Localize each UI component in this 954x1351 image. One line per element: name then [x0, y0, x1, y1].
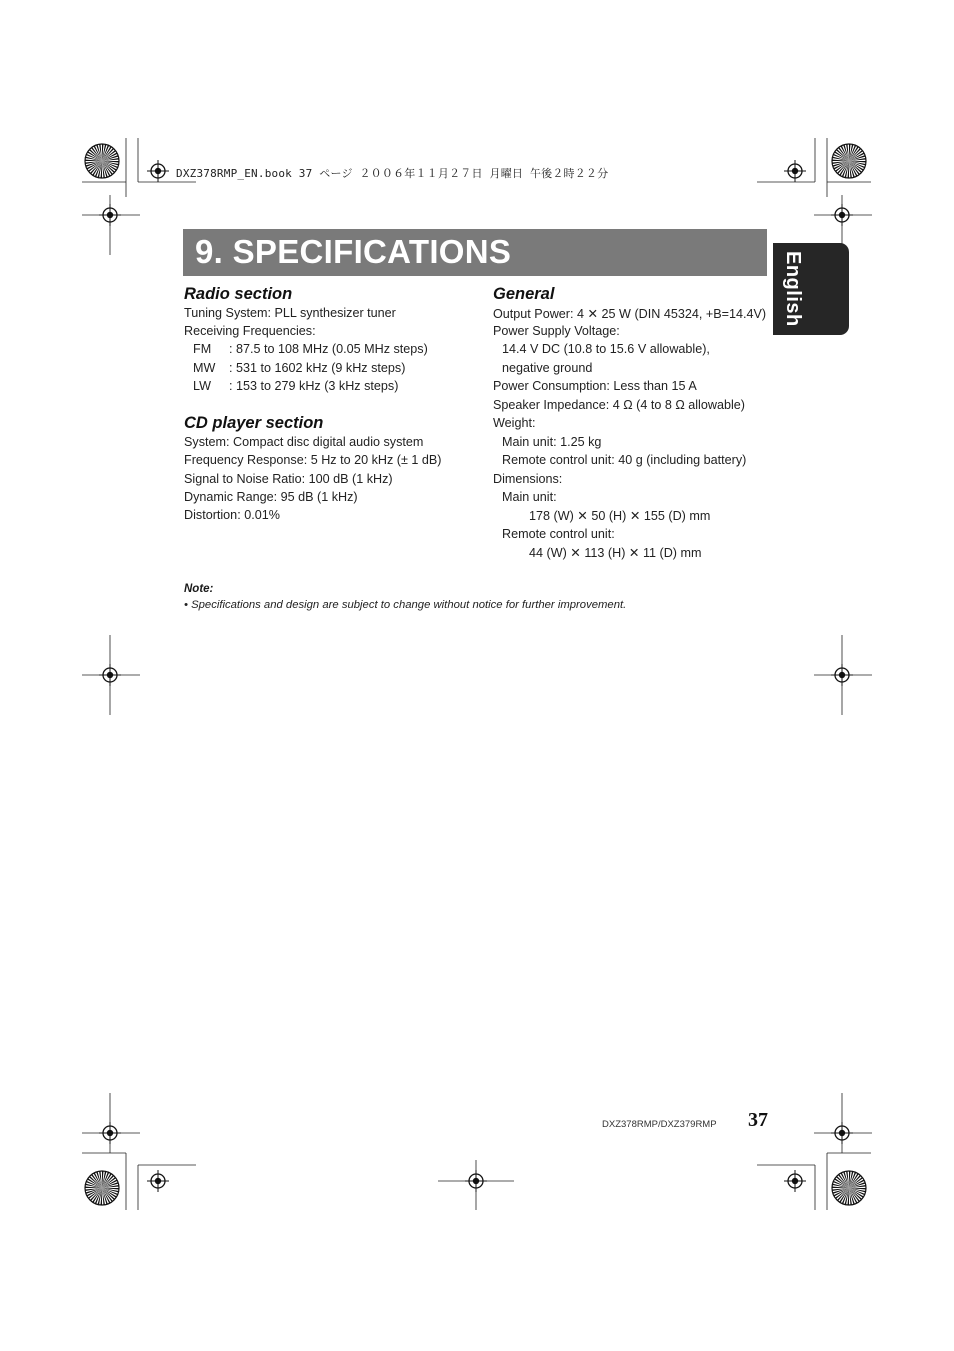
power-supply-voltage: Power Supply Voltage:: [493, 324, 620, 338]
cd-frequency-response: Frequency Response: 5 Hz to 20 kHz (± 1 dB): [184, 453, 442, 467]
starburst-circle-icon: [832, 144, 866, 178]
page-title: 9. SPECIFICATIONS: [195, 233, 512, 270]
dim-remote-value: 44 (W) ✕ 113 (H) ✕ 11 (D) mm: [529, 546, 702, 560]
language-tab: [773, 243, 849, 335]
starburst-circle-icon: [85, 1171, 119, 1205]
ground-type: negative ground: [502, 361, 593, 375]
tuning-system: Tuning System: PLL synthesizer tuner: [184, 306, 396, 320]
dim-main-label: Main unit:: [502, 490, 557, 504]
band-range: : 531 to 1602 kHz (9 kHz steps): [229, 361, 406, 375]
dimensions-label: Dimensions:: [493, 472, 563, 486]
note-text: • Specifications and design are subject to change without notice for further improvement.: [184, 599, 627, 611]
weight-remote-unit: Remote control unit: 40 g (including battery): [502, 453, 747, 467]
band-label: MW: [193, 361, 216, 375]
cd-signal-to-noise: Signal to Noise Ratio: 100 dB (1 kHz): [184, 472, 393, 486]
language-tab-label: English: [782, 251, 804, 327]
band-range: : 153 to 279 kHz (3 kHz steps): [229, 379, 399, 393]
speaker-impedance: Speaker Impedance: 4 Ω (4 to 8 Ω allowable): [493, 398, 745, 412]
cd-system: System: Compact disc digital audio system: [184, 435, 424, 449]
page-title-bar: [183, 229, 767, 276]
cd-distortion: Distortion: 0.01%: [184, 508, 280, 522]
printer-info-line: DXZ378RMP_EN.book 37 ページ ２００６年１１月２７日 月曜日 午後２時２２分: [176, 167, 609, 180]
receiving-frequencies: Receiving Frequencies:: [184, 324, 316, 338]
dim-main-value: 178 (W) ✕ 50 (H) ✕ 155 (D) mm: [529, 509, 711, 523]
voltage-value: 14.4 V DC (10.8 to 15.6 V allowable),: [502, 342, 710, 356]
power-consumption: Power Consumption: Less than 15 A: [493, 379, 697, 393]
radio-section-heading: Radio section: [184, 285, 293, 303]
starburst-circle-icon: [832, 1171, 866, 1205]
dim-remote-label: Remote control unit:: [502, 527, 615, 541]
cd-section-heading: CD player section: [184, 414, 324, 432]
page-number: 37: [748, 1109, 768, 1131]
weight-main-unit: Main unit: 1.25 kg: [502, 435, 602, 449]
general-section-heading: General: [493, 285, 555, 303]
note-title: Note:: [184, 583, 214, 595]
weight-label: Weight:: [493, 416, 536, 430]
model-number: DXZ378RMP/DXZ379RMP: [602, 1119, 717, 1130]
cd-dynamic-range: Dynamic Range: 95 dB (1 kHz): [184, 490, 358, 504]
output-power: Output Power: 4 ✕ 25 W (DIN 45324, +B=14.4V): [493, 307, 767, 321]
band-label: LW: [193, 379, 211, 393]
band-label: FM: [193, 342, 212, 356]
band-range: : 87.5 to 108 MHz (0.05 MHz steps): [229, 342, 428, 356]
starburst-circle-icon: [85, 144, 119, 178]
